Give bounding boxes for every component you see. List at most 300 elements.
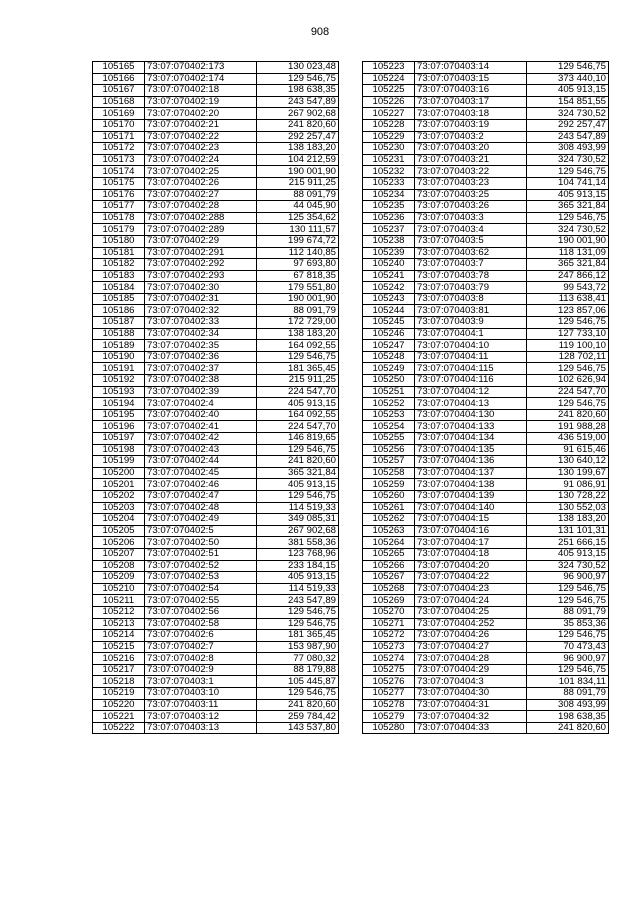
cadastral-value: 405 913,15 bbox=[527, 189, 609, 201]
cadastral-value: 405 913,15 bbox=[527, 548, 609, 560]
table-row bbox=[363, 456, 609, 468]
cadastral-number: 73:07:070403:19 bbox=[415, 119, 527, 131]
table-row bbox=[363, 398, 609, 410]
cadastral-number: 73:07:070404:252 bbox=[415, 618, 527, 630]
table-row bbox=[93, 572, 339, 584]
table-row bbox=[93, 467, 339, 479]
row-number: 105245 bbox=[363, 317, 415, 329]
cadastral-value: 130 111,57 bbox=[257, 224, 339, 236]
row-number: 105251 bbox=[363, 386, 415, 398]
table-row bbox=[363, 444, 609, 456]
cadastral-value: 105 445,87 bbox=[257, 676, 339, 688]
cadastral-number: 73:07:070402:36 bbox=[145, 351, 257, 363]
table-row bbox=[93, 224, 339, 236]
cadastral-number: 73:07:070402:41 bbox=[145, 421, 257, 433]
cadastral-value: 88 091,79 bbox=[257, 189, 339, 201]
table-row bbox=[363, 317, 609, 329]
table-row bbox=[363, 270, 609, 282]
row-number: 105217 bbox=[93, 664, 145, 676]
table-row bbox=[363, 189, 609, 201]
cadastral-number: 73:07:070404:30 bbox=[415, 688, 527, 700]
cadastral-number: 73:07:070404:3 bbox=[415, 676, 527, 688]
cadastral-value: 88 091,79 bbox=[527, 606, 609, 618]
cadastral-value: 241 820,60 bbox=[257, 699, 339, 711]
cadastral-value: 241 820,60 bbox=[527, 409, 609, 421]
table-row bbox=[363, 351, 609, 363]
row-number: 105191 bbox=[93, 363, 145, 375]
cadastral-number: 73:07:070402:174 bbox=[145, 73, 257, 85]
row-number: 105170 bbox=[93, 119, 145, 131]
cadastral-value: 129 546,75 bbox=[257, 618, 339, 630]
row-number: 105228 bbox=[363, 119, 415, 131]
cadastral-number: 73:07:070403:9 bbox=[415, 317, 527, 329]
row-number: 105255 bbox=[363, 433, 415, 445]
cadastral-value: 129 546,75 bbox=[257, 444, 339, 456]
row-number: 105205 bbox=[93, 525, 145, 537]
cadastral-number: 73:07:070402:48 bbox=[145, 502, 257, 514]
left-table bbox=[92, 61, 339, 734]
cadastral-value: 241 820,60 bbox=[257, 119, 339, 131]
row-number: 105204 bbox=[93, 514, 145, 526]
table-row bbox=[363, 328, 609, 340]
row-number: 105177 bbox=[93, 201, 145, 213]
table-row bbox=[93, 641, 339, 653]
cadastral-number: 73:07:070404:140 bbox=[415, 502, 527, 514]
row-number: 105240 bbox=[363, 259, 415, 271]
cadastral-value: 349 085,31 bbox=[257, 514, 339, 526]
row-number: 105233 bbox=[363, 177, 415, 189]
table-row bbox=[93, 85, 339, 97]
cadastral-value: 119 100,10 bbox=[527, 340, 609, 352]
cadastral-number: 73:07:070402:40 bbox=[145, 409, 257, 421]
table-row bbox=[363, 583, 609, 595]
cadastral-number: 73:07:070402:33 bbox=[145, 317, 257, 329]
table-row bbox=[93, 525, 339, 537]
table-row bbox=[363, 375, 609, 387]
table-row bbox=[363, 722, 609, 734]
row-number: 105183 bbox=[93, 270, 145, 282]
table-row bbox=[363, 711, 609, 723]
table-row bbox=[363, 699, 609, 711]
right-table bbox=[362, 61, 609, 734]
cadastral-value: 241 820,60 bbox=[257, 456, 339, 468]
table-row bbox=[93, 630, 339, 642]
cadastral-number: 73:07:070403:25 bbox=[415, 189, 527, 201]
row-number: 105194 bbox=[93, 398, 145, 410]
table-row bbox=[363, 688, 609, 700]
row-number: 105206 bbox=[93, 537, 145, 549]
table-row bbox=[93, 259, 339, 271]
table-row bbox=[363, 224, 609, 236]
cadastral-number: 73:07:070402:32 bbox=[145, 305, 257, 317]
table-row bbox=[363, 479, 609, 491]
cadastral-number: 73:07:070403:12 bbox=[145, 711, 257, 723]
cadastral-number: 73:07:070402:6 bbox=[145, 630, 257, 642]
cadastral-value: 324 730,52 bbox=[527, 154, 609, 166]
cadastral-value: 181 365,45 bbox=[257, 630, 339, 642]
cadastral-number: 73:07:070404:23 bbox=[415, 583, 527, 595]
cadastral-number: 73:07:070404:136 bbox=[415, 456, 527, 468]
row-number: 105267 bbox=[363, 572, 415, 584]
row-number: 105212 bbox=[93, 606, 145, 618]
cadastral-number: 73:07:070403:16 bbox=[415, 85, 527, 97]
row-number: 105185 bbox=[93, 293, 145, 305]
table-row bbox=[93, 293, 339, 305]
cadastral-number: 73:07:070404:13 bbox=[415, 398, 527, 410]
table-row bbox=[93, 676, 339, 688]
table-row bbox=[93, 96, 339, 108]
cadastral-number: 73:07:070403:8 bbox=[415, 293, 527, 305]
cadastral-value: 243 547,89 bbox=[527, 131, 609, 143]
table-row bbox=[93, 351, 339, 363]
row-number: 105175 bbox=[93, 177, 145, 189]
cadastral-value: 130 023,48 bbox=[257, 62, 339, 74]
table-row bbox=[363, 305, 609, 317]
table-row bbox=[363, 490, 609, 502]
row-number: 105173 bbox=[93, 154, 145, 166]
cadastral-number: 73:07:070404:32 bbox=[415, 711, 527, 723]
row-number: 105270 bbox=[363, 606, 415, 618]
cadastral-number: 73:07:070402:39 bbox=[145, 386, 257, 398]
cadastral-number: 73:07:070403:1 bbox=[145, 676, 257, 688]
cadastral-number: 73:07:070404:12 bbox=[415, 386, 527, 398]
row-number: 105180 bbox=[93, 235, 145, 247]
cadastral-number: 73:07:070402:291 bbox=[145, 247, 257, 259]
cadastral-value: 198 638,35 bbox=[257, 85, 339, 97]
row-number: 105209 bbox=[93, 572, 145, 584]
row-number: 105193 bbox=[93, 386, 145, 398]
cadastral-value: 190 001,90 bbox=[527, 235, 609, 247]
table-row bbox=[93, 270, 339, 282]
row-number: 105197 bbox=[93, 433, 145, 445]
cadastral-number: 73:07:070404:133 bbox=[415, 421, 527, 433]
cadastral-number: 73:07:070402:8 bbox=[145, 653, 257, 665]
cadastral-value: 88 179,88 bbox=[257, 664, 339, 676]
row-number: 105210 bbox=[93, 583, 145, 595]
cadastral-value: 405 913,15 bbox=[257, 398, 339, 410]
row-number: 105262 bbox=[363, 514, 415, 526]
table-row bbox=[93, 398, 339, 410]
cadastral-value: 129 546,75 bbox=[527, 317, 609, 329]
row-number: 105261 bbox=[363, 502, 415, 514]
cadastral-number: 73:07:070403:23 bbox=[415, 177, 527, 189]
cadastral-number: 73:07:070402:53 bbox=[145, 572, 257, 584]
cadastral-value: 129 546,75 bbox=[527, 664, 609, 676]
table-row bbox=[363, 235, 609, 247]
cadastral-value: 324 730,52 bbox=[527, 224, 609, 236]
cadastral-number: 73:07:070403:62 bbox=[415, 247, 527, 259]
row-number: 105211 bbox=[93, 595, 145, 607]
cadastral-value: 267 902,68 bbox=[257, 108, 339, 120]
cadastral-value: 243 547,89 bbox=[257, 96, 339, 108]
row-number: 105166 bbox=[93, 73, 145, 85]
row-number: 105171 bbox=[93, 131, 145, 143]
table-row bbox=[363, 201, 609, 213]
row-number: 105223 bbox=[363, 62, 415, 74]
cadastral-value: 365 321,84 bbox=[527, 201, 609, 213]
row-number: 105264 bbox=[363, 537, 415, 549]
cadastral-number: 73:07:070402:23 bbox=[145, 143, 257, 155]
cadastral-number: 73:07:070404:116 bbox=[415, 375, 527, 387]
table-row bbox=[93, 328, 339, 340]
table-row bbox=[93, 618, 339, 630]
table-row bbox=[93, 247, 339, 259]
table-row bbox=[93, 711, 339, 723]
table-row bbox=[93, 444, 339, 456]
cadastral-number: 73:07:070402:24 bbox=[145, 154, 257, 166]
table-row bbox=[93, 189, 339, 201]
cadastral-value: 143 537,80 bbox=[257, 722, 339, 734]
cadastral-number: 73:07:070402:5 bbox=[145, 525, 257, 537]
row-number: 105253 bbox=[363, 409, 415, 421]
row-number: 105271 bbox=[363, 618, 415, 630]
table-row bbox=[93, 363, 339, 375]
row-number: 105189 bbox=[93, 340, 145, 352]
cadastral-value: 172 729,00 bbox=[257, 317, 339, 329]
cadastral-value: 198 638,35 bbox=[527, 711, 609, 723]
cadastral-value: 233 184,15 bbox=[257, 560, 339, 572]
row-number: 105272 bbox=[363, 630, 415, 642]
cadastral-number: 73:07:070403:7 bbox=[415, 259, 527, 271]
cadastral-value: 164 092,55 bbox=[257, 409, 339, 421]
table-row bbox=[93, 595, 339, 607]
cadastral-value: 129 546,75 bbox=[527, 630, 609, 642]
row-number: 105252 bbox=[363, 398, 415, 410]
cadastral-value: 365 321,84 bbox=[527, 259, 609, 271]
cadastral-number: 73:07:070403:21 bbox=[415, 154, 527, 166]
cadastral-number: 73:07:070402:56 bbox=[145, 606, 257, 618]
row-number: 105220 bbox=[93, 699, 145, 711]
cadastral-value: 308 493,99 bbox=[527, 143, 609, 155]
cadastral-number: 73:07:070402:51 bbox=[145, 548, 257, 560]
row-number: 105232 bbox=[363, 166, 415, 178]
table-row bbox=[93, 606, 339, 618]
cadastral-value: 199 674,72 bbox=[257, 235, 339, 247]
table-row bbox=[363, 433, 609, 445]
row-number: 105237 bbox=[363, 224, 415, 236]
row-number: 105249 bbox=[363, 363, 415, 375]
cadastral-number: 73:07:070402:43 bbox=[145, 444, 257, 456]
row-number: 105200 bbox=[93, 467, 145, 479]
table-row bbox=[93, 688, 339, 700]
table-row bbox=[93, 664, 339, 676]
cadastral-value: 129 546,75 bbox=[527, 166, 609, 178]
cadastral-number: 73:07:070404:16 bbox=[415, 525, 527, 537]
row-number: 105242 bbox=[363, 282, 415, 294]
cadastral-value: 405 913,15 bbox=[257, 572, 339, 584]
cadastral-value: 114 519,33 bbox=[257, 583, 339, 595]
cadastral-value: 224 547,70 bbox=[257, 386, 339, 398]
row-number: 105238 bbox=[363, 235, 415, 247]
cadastral-value: 129 546,75 bbox=[257, 606, 339, 618]
row-number: 105235 bbox=[363, 201, 415, 213]
cadastral-number: 73:07:070404:10 bbox=[415, 340, 527, 352]
row-number: 105218 bbox=[93, 676, 145, 688]
row-number: 105202 bbox=[93, 490, 145, 502]
cadastral-number: 73:07:070402:9 bbox=[145, 664, 257, 676]
cadastral-value: 67 818,35 bbox=[257, 270, 339, 282]
row-number: 105265 bbox=[363, 548, 415, 560]
table-row bbox=[93, 514, 339, 526]
cadastral-number: 73:07:070404:138 bbox=[415, 479, 527, 491]
row-number: 105201 bbox=[93, 479, 145, 491]
cadastral-value: 91 086,91 bbox=[527, 479, 609, 491]
row-number: 105243 bbox=[363, 293, 415, 305]
table-row bbox=[363, 525, 609, 537]
row-number: 105226 bbox=[363, 96, 415, 108]
cadastral-value: 70 473,43 bbox=[527, 641, 609, 653]
cadastral-value: 102 626,94 bbox=[527, 375, 609, 387]
cadastral-value: 127 733,10 bbox=[527, 328, 609, 340]
cadastral-value: 365 321,84 bbox=[257, 467, 339, 479]
cadastral-value: 247 866,12 bbox=[527, 270, 609, 282]
cadastral-number: 73:07:070403:22 bbox=[415, 166, 527, 178]
row-number: 105196 bbox=[93, 421, 145, 433]
row-number: 105203 bbox=[93, 502, 145, 514]
cadastral-number: 73:07:070403:15 bbox=[415, 73, 527, 85]
cadastral-value: 104 741,14 bbox=[527, 177, 609, 189]
table-row bbox=[93, 653, 339, 665]
cadastral-number: 73:07:070402:58 bbox=[145, 618, 257, 630]
row-number: 105221 bbox=[93, 711, 145, 723]
row-number: 105276 bbox=[363, 676, 415, 688]
cadastral-value: 101 834,11 bbox=[527, 676, 609, 688]
table-row bbox=[93, 73, 339, 85]
row-number: 105186 bbox=[93, 305, 145, 317]
table-row bbox=[363, 676, 609, 688]
row-number: 105246 bbox=[363, 328, 415, 340]
cadastral-number: 73:07:070404:29 bbox=[415, 664, 527, 676]
table-row bbox=[363, 108, 609, 120]
row-number: 105268 bbox=[363, 583, 415, 595]
row-number: 105244 bbox=[363, 305, 415, 317]
table-row bbox=[93, 421, 339, 433]
table-row bbox=[93, 502, 339, 514]
cadastral-number: 73:07:070402:45 bbox=[145, 467, 257, 479]
cadastral-number: 73:07:070404:26 bbox=[415, 630, 527, 642]
cadastral-value: 259 784,42 bbox=[257, 711, 339, 723]
cadastral-number: 73:07:070402:35 bbox=[145, 340, 257, 352]
row-number: 105250 bbox=[363, 375, 415, 387]
table-row bbox=[93, 235, 339, 247]
cadastral-value: 96 900,97 bbox=[527, 653, 609, 665]
cadastral-number: 73:07:070404:137 bbox=[415, 467, 527, 479]
table-row bbox=[363, 386, 609, 398]
cadastral-value: 129 546,75 bbox=[527, 398, 609, 410]
cadastral-number: 73:07:070402:52 bbox=[145, 560, 257, 572]
row-number: 105260 bbox=[363, 490, 415, 502]
cadastral-value: 324 730,52 bbox=[527, 108, 609, 120]
table-row bbox=[363, 259, 609, 271]
cadastral-value: 215 911,25 bbox=[257, 375, 339, 387]
table-row bbox=[363, 119, 609, 131]
row-number: 105182 bbox=[93, 259, 145, 271]
cadastral-number: 73:07:070402:26 bbox=[145, 177, 257, 189]
row-number: 105219 bbox=[93, 688, 145, 700]
cadastral-value: 88 091,79 bbox=[257, 305, 339, 317]
cadastral-value: 405 913,15 bbox=[257, 479, 339, 491]
cadastral-value: 131 101,31 bbox=[527, 525, 609, 537]
cadastral-value: 99 543,72 bbox=[527, 282, 609, 294]
table-row bbox=[363, 293, 609, 305]
table-row bbox=[93, 560, 339, 572]
row-number: 105172 bbox=[93, 143, 145, 155]
table-row bbox=[363, 595, 609, 607]
cadastral-value: 130 640,12 bbox=[527, 456, 609, 468]
row-number: 105198 bbox=[93, 444, 145, 456]
table-row bbox=[93, 537, 339, 549]
table-row bbox=[93, 62, 339, 74]
table-row bbox=[363, 96, 609, 108]
cadastral-number: 73:07:070403:3 bbox=[415, 212, 527, 224]
row-number: 105192 bbox=[93, 375, 145, 387]
cadastral-value: 129 546,75 bbox=[527, 363, 609, 375]
table-row bbox=[93, 375, 339, 387]
row-number: 105222 bbox=[93, 722, 145, 734]
row-number: 105277 bbox=[363, 688, 415, 700]
table-row bbox=[93, 177, 339, 189]
table-row bbox=[93, 386, 339, 398]
table-row bbox=[93, 154, 339, 166]
cadastral-value: 130 728,22 bbox=[527, 490, 609, 502]
cadastral-number: 73:07:070404:139 bbox=[415, 490, 527, 502]
table-row bbox=[93, 479, 339, 491]
table-row bbox=[363, 514, 609, 526]
row-number: 105165 bbox=[93, 62, 145, 74]
cadastral-value: 381 558,36 bbox=[257, 537, 339, 549]
cadastral-value: 436 519,00 bbox=[527, 433, 609, 445]
cadastral-number: 73:07:070403:79 bbox=[415, 282, 527, 294]
cadastral-number: 73:07:070404:130 bbox=[415, 409, 527, 421]
cadastral-number: 73:07:070402:7 bbox=[145, 641, 257, 653]
table-row bbox=[363, 62, 609, 74]
cadastral-value: 118 131,09 bbox=[527, 247, 609, 259]
row-number: 105266 bbox=[363, 560, 415, 572]
cadastral-value: 129 546,75 bbox=[527, 583, 609, 595]
cadastral-number: 73:07:070402:38 bbox=[145, 375, 257, 387]
cadastral-number: 73:07:070402:31 bbox=[145, 293, 257, 305]
table-row bbox=[363, 421, 609, 433]
cadastral-value: 129 546,75 bbox=[257, 73, 339, 85]
table-row bbox=[93, 490, 339, 502]
cadastral-number: 73:07:070404:25 bbox=[415, 606, 527, 618]
row-number: 105208 bbox=[93, 560, 145, 572]
row-number: 105215 bbox=[93, 641, 145, 653]
cadastral-number: 73:07:070402:50 bbox=[145, 537, 257, 549]
cadastral-value: 373 440,10 bbox=[527, 73, 609, 85]
row-number: 105231 bbox=[363, 154, 415, 166]
row-number: 105269 bbox=[363, 595, 415, 607]
cadastral-number: 73:07:070404:15 bbox=[415, 514, 527, 526]
cadastral-value: 96 900,97 bbox=[527, 572, 609, 584]
cadastral-number: 73:07:070402:42 bbox=[145, 433, 257, 445]
table-row bbox=[363, 537, 609, 549]
cadastral-number: 73:07:070404:24 bbox=[415, 595, 527, 607]
table-row bbox=[363, 467, 609, 479]
row-number: 105230 bbox=[363, 143, 415, 155]
table-row bbox=[363, 409, 609, 421]
table-row bbox=[363, 606, 609, 618]
row-number: 105207 bbox=[93, 548, 145, 560]
row-number: 105188 bbox=[93, 328, 145, 340]
cadastral-number: 73:07:070404:1 bbox=[415, 328, 527, 340]
row-number: 105275 bbox=[363, 664, 415, 676]
cadastral-number: 73:07:070402:28 bbox=[145, 201, 257, 213]
cadastral-value: 129 546,75 bbox=[257, 688, 339, 700]
cadastral-value: 267 902,68 bbox=[257, 525, 339, 537]
cadastral-value: 251 666,15 bbox=[527, 537, 609, 549]
table-row bbox=[93, 305, 339, 317]
